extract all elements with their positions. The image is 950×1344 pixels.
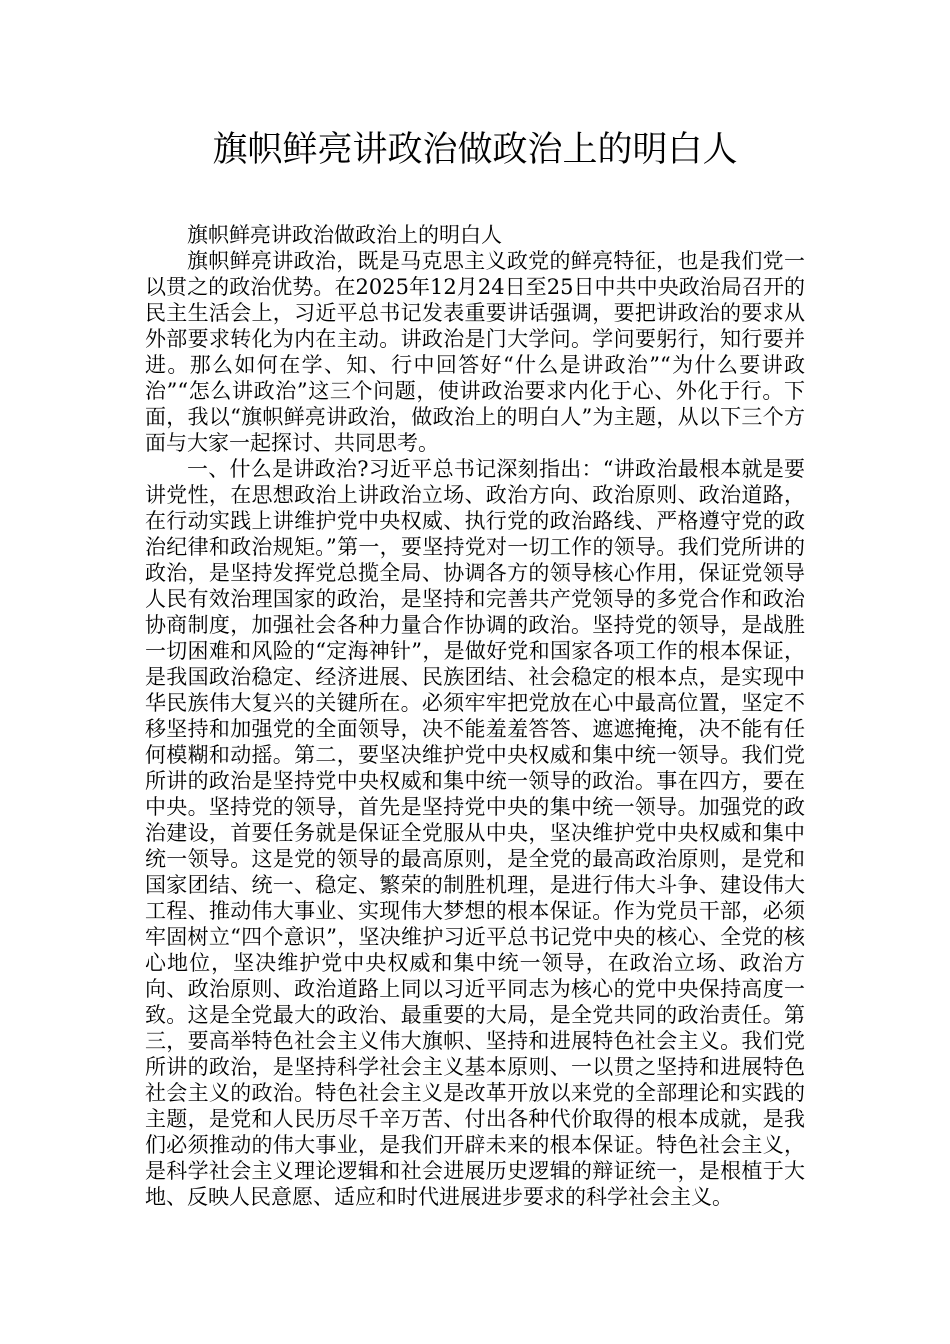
document-body <box>145 222 805 1210</box>
document-title: 旗帜鲜亮讲政治做政治上的明白人 <box>212 130 738 170</box>
body-paragraph-intro: 旗帜鲜亮讲政治，既是马克思主义政党的鲜亮特征，也是我们党一以贯之的政治优势。在2025年12月24日至25日中共中央政治局召开的民主生活会上，习近平总书记发表重要讲话强调，要把讲政治的要求从外部要求转化为内在主动。讲政治是门大学问。学问要躬行，知行要并进。那么如何在学、知、行中回答好“什么是讲政治”“为什么要讲政治”“怎么讲政治”这三个问题，使讲政治要求内化于心、外化于行。下面，我以“旗帜鲜亮讲政治，做政治上的明白人”为主题，从以下三个方面与大家一起探讨、共同思考。 <box>145 249 805 455</box>
body-paragraph-section-one: 一、什么是讲政治?习近平总书记深刻指出：“讲政治最根本就是要讲党性，在思想政治上讲政治立场、政治方向、政治原则、政治道路，在行动实践上讲维护党中央权威、执行党的政治路线、严格遵守党的政治纪律和政治规矩。”第一，要坚持党对一切工作的领导。我们党所讲的政治，是坚持发挥党总揽全局、协调各方的领导核心作用，保证党领导人民有效治理国家的政治，是坚持和完善共产党领导的多党合作和政治协商制度，加强社会各种力量合作协调的政治。坚持党的领导，是战胜一切困难和风险的“定海神针”，是做好党和国家各项工作的根本保证，是我国政治稳定、经济进展、民族团结、社会稳定的根本点，是实现中华民族伟大复兴的关键所在。必须牢牢把党放在心中最高位置，坚定不移坚持和加强党的全面领导，决不能羞羞答答、遮遮掩掩，决不能有任何模糊和动摇。第二，要坚决维护党中央权威和集中统一领导。我们党所讲的政治是坚持党中央权威和集中统一领导的政治。事在四方，要在中央。坚持党的领导，首先是坚持党中央的集中统一领导。加强党的政治建设，首要任务就是保证全党服从中央，坚决维护党中央权威和集中统一领导。这是党的领导的最高原则，是全党的最高政治原则，是党和国家团结、统一、稳定、繁荣的制胜机理，是进行伟大斗争、建设伟大工程、推动伟大事业、实现伟大梦想的根本保证。作为党员干部，必须牢固树立“四个意识”，坚决维护习近平总书记党中央的核心、全党的核心地位，坚决维护党中央权威和集中统一领导，在政治立场、政治方向、政治原则、政治道路上同以习近平同志为核心的党中央保持高度一致。这是全党最大的政治、最重要的大局，是全党共同的政治责任。第三，要高举特色社会主义伟大旗帜、坚持和进展特色社会主义。我们党所讲的政治，是坚持科学社会主义基本原则、一以贯之坚持和进展特色社会主义的政治。特色社会主义是改革开放以来党的全部理论和实践的主题，是党和人民历尽千辛万苦、付出各种代价取得的根本成就，是我们必须推动的伟大事业，是我们开辟未来的根本保证。特色社会主义，是科学社会主义理论逻辑和社会进展历史逻辑的辩证统一，是根植于大地、反映人民意愿、适应和时代进展进步要求的科学社会主义。 <box>145 457 805 1209</box>
body-paragraph-heading: 旗帜鲜亮讲政治做政治上的明白人 <box>187 223 502 247</box>
